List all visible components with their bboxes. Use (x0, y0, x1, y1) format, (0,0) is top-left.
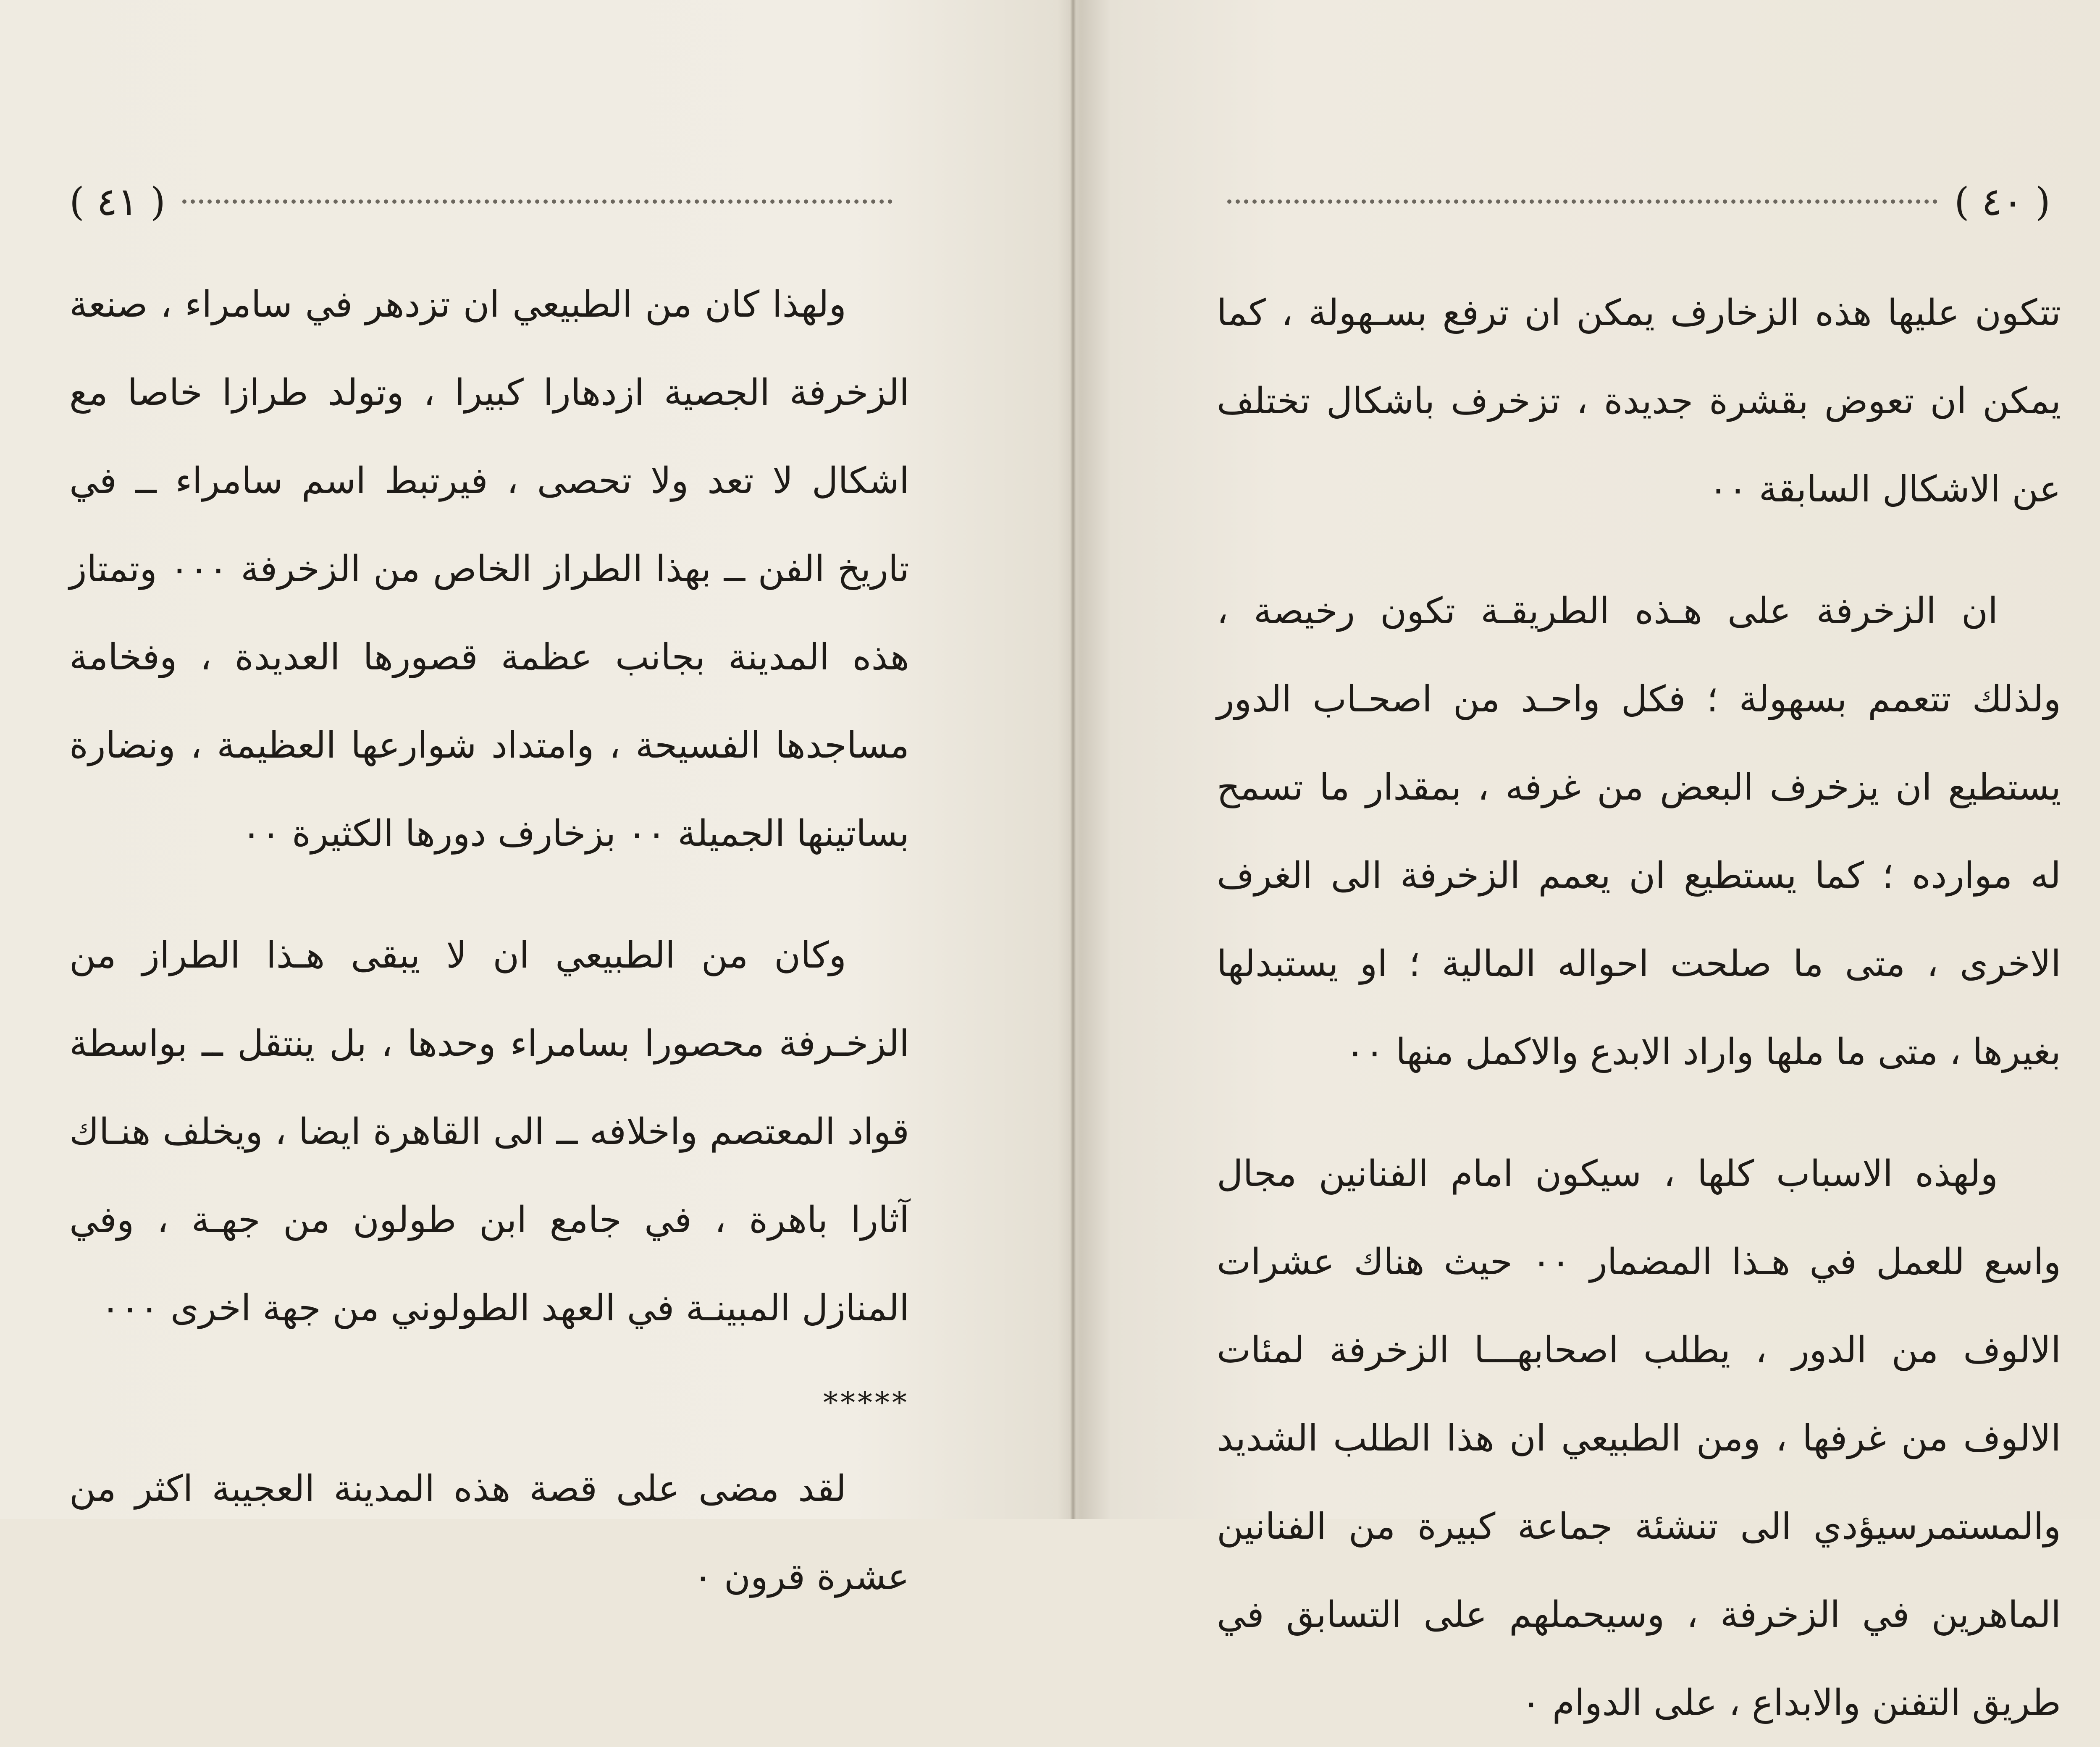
paragraph-gap (1217, 1096, 2061, 1130)
left-page-header (69, 176, 909, 227)
right-paragraph-1: تتكون عليها هذه الزخارف يمكن ان ترفع بسـهولة ، كما يمكن ان تعوض بقشرة جديدة ، تزخرف باشكال تختلف عن الاشكال السابقة ٠٠ (1217, 292, 2061, 510)
header-dotted-rule (182, 199, 892, 204)
left-page-body (69, 260, 909, 1621)
book-gutter (1070, 0, 1076, 1519)
paragraph-gap (1217, 533, 2061, 567)
right-paragraph-3: ولهذه الاسباب كلها ، سيكون امام الفنانين مجال واسع للعمل في هـذا المضمار ٠٠ حيث هناك عشرات الالوف من الدور ، يطلب اصحابهـــا الزخرفة لمئات الالوف من غرفها ، ومن الطبيعي ان هذا الطلب الشديد والمستمرسيؤدي الى تنشئة جماعة كبيرة من الفنانين الماهرين في الزخرفة ، وسيحملهم على التسابق في طريق التفنن والابداع ، على الدوام ٠ (1217, 1153, 2061, 1724)
left-paragraph-2: وكان من الطبيعي ان لا يبقى هـذا الطراز من الزخـرفة محصورا بسامراء وحدها ، بل ينتقل ــ بواسطة قواد المعتصم واخلافه ــ الى القاهرة ايضا ، ويخلف هنـاك آثارا باهرة ، في جامع ابن طولون من جهـة ، وفي المنازل المبينـة في العهد الطولوني من جهة اخرى ٠٠٠ (69, 934, 909, 1329)
left-page (0, 0, 1070, 1598)
right-paragraph-2: ان الزخرفة على هـذه الطريقـة تكون رخيصة ، ولذلك تتعمم بسهولة ؛ فكل واحـد من اصحـاب الدور يستطيع ان يزخرف البعض من غرفه ، بمقدار ما تسمح له موارده ؛ كما يستطيع ان يعمم الزخرفة الى الغرف الاخرى ، متى ما صلحت احواله المالية ؛ او يستبدلها بغيرها ، متى ما ملها واراد الابدع والاكمل منها ٠٠ (1217, 590, 2061, 1073)
paragraph-gap (69, 878, 909, 911)
right-page-header (1210, 176, 2050, 227)
right-page-body (1217, 269, 2061, 1747)
right-page-number: ( ٤٠ ) (1954, 179, 2050, 224)
left-final-paragraph: لقد مضى على قصة هذه المدينة العجيبة اكثر من عشرة قرون ٠ (69, 1468, 909, 1598)
left-page-number: ( ٤١ ) (69, 179, 166, 224)
header-dotted-rule (1227, 199, 1937, 204)
section-separator: ***** (823, 1385, 909, 1420)
left-paragraph-1: ولهذا كان من الطبيعي ان تزدهر في سامراء ، صنعة الزخرفة الجصية ازدهارا كبيرا ، وتولد طرازا خاصا مع اشكال لا تعد ولا تحصى ، فيرتبط اسم سامراء ــ في تاريخ الفن ــ بهذا الطراز الخاص من الزخرفة ٠٠٠ وتمتاز هذه المدينة بجانب عظمة قصورها العديدة ، وفخامة مساجدها الفسيحة ، وامتداد شوارعها العظيمة ، ونضارة بساتينها الجميلة ٠٠ بزخارف دورها الكثيرة ٠٠ (69, 283, 909, 855)
right-page (1076, 0, 2100, 1724)
